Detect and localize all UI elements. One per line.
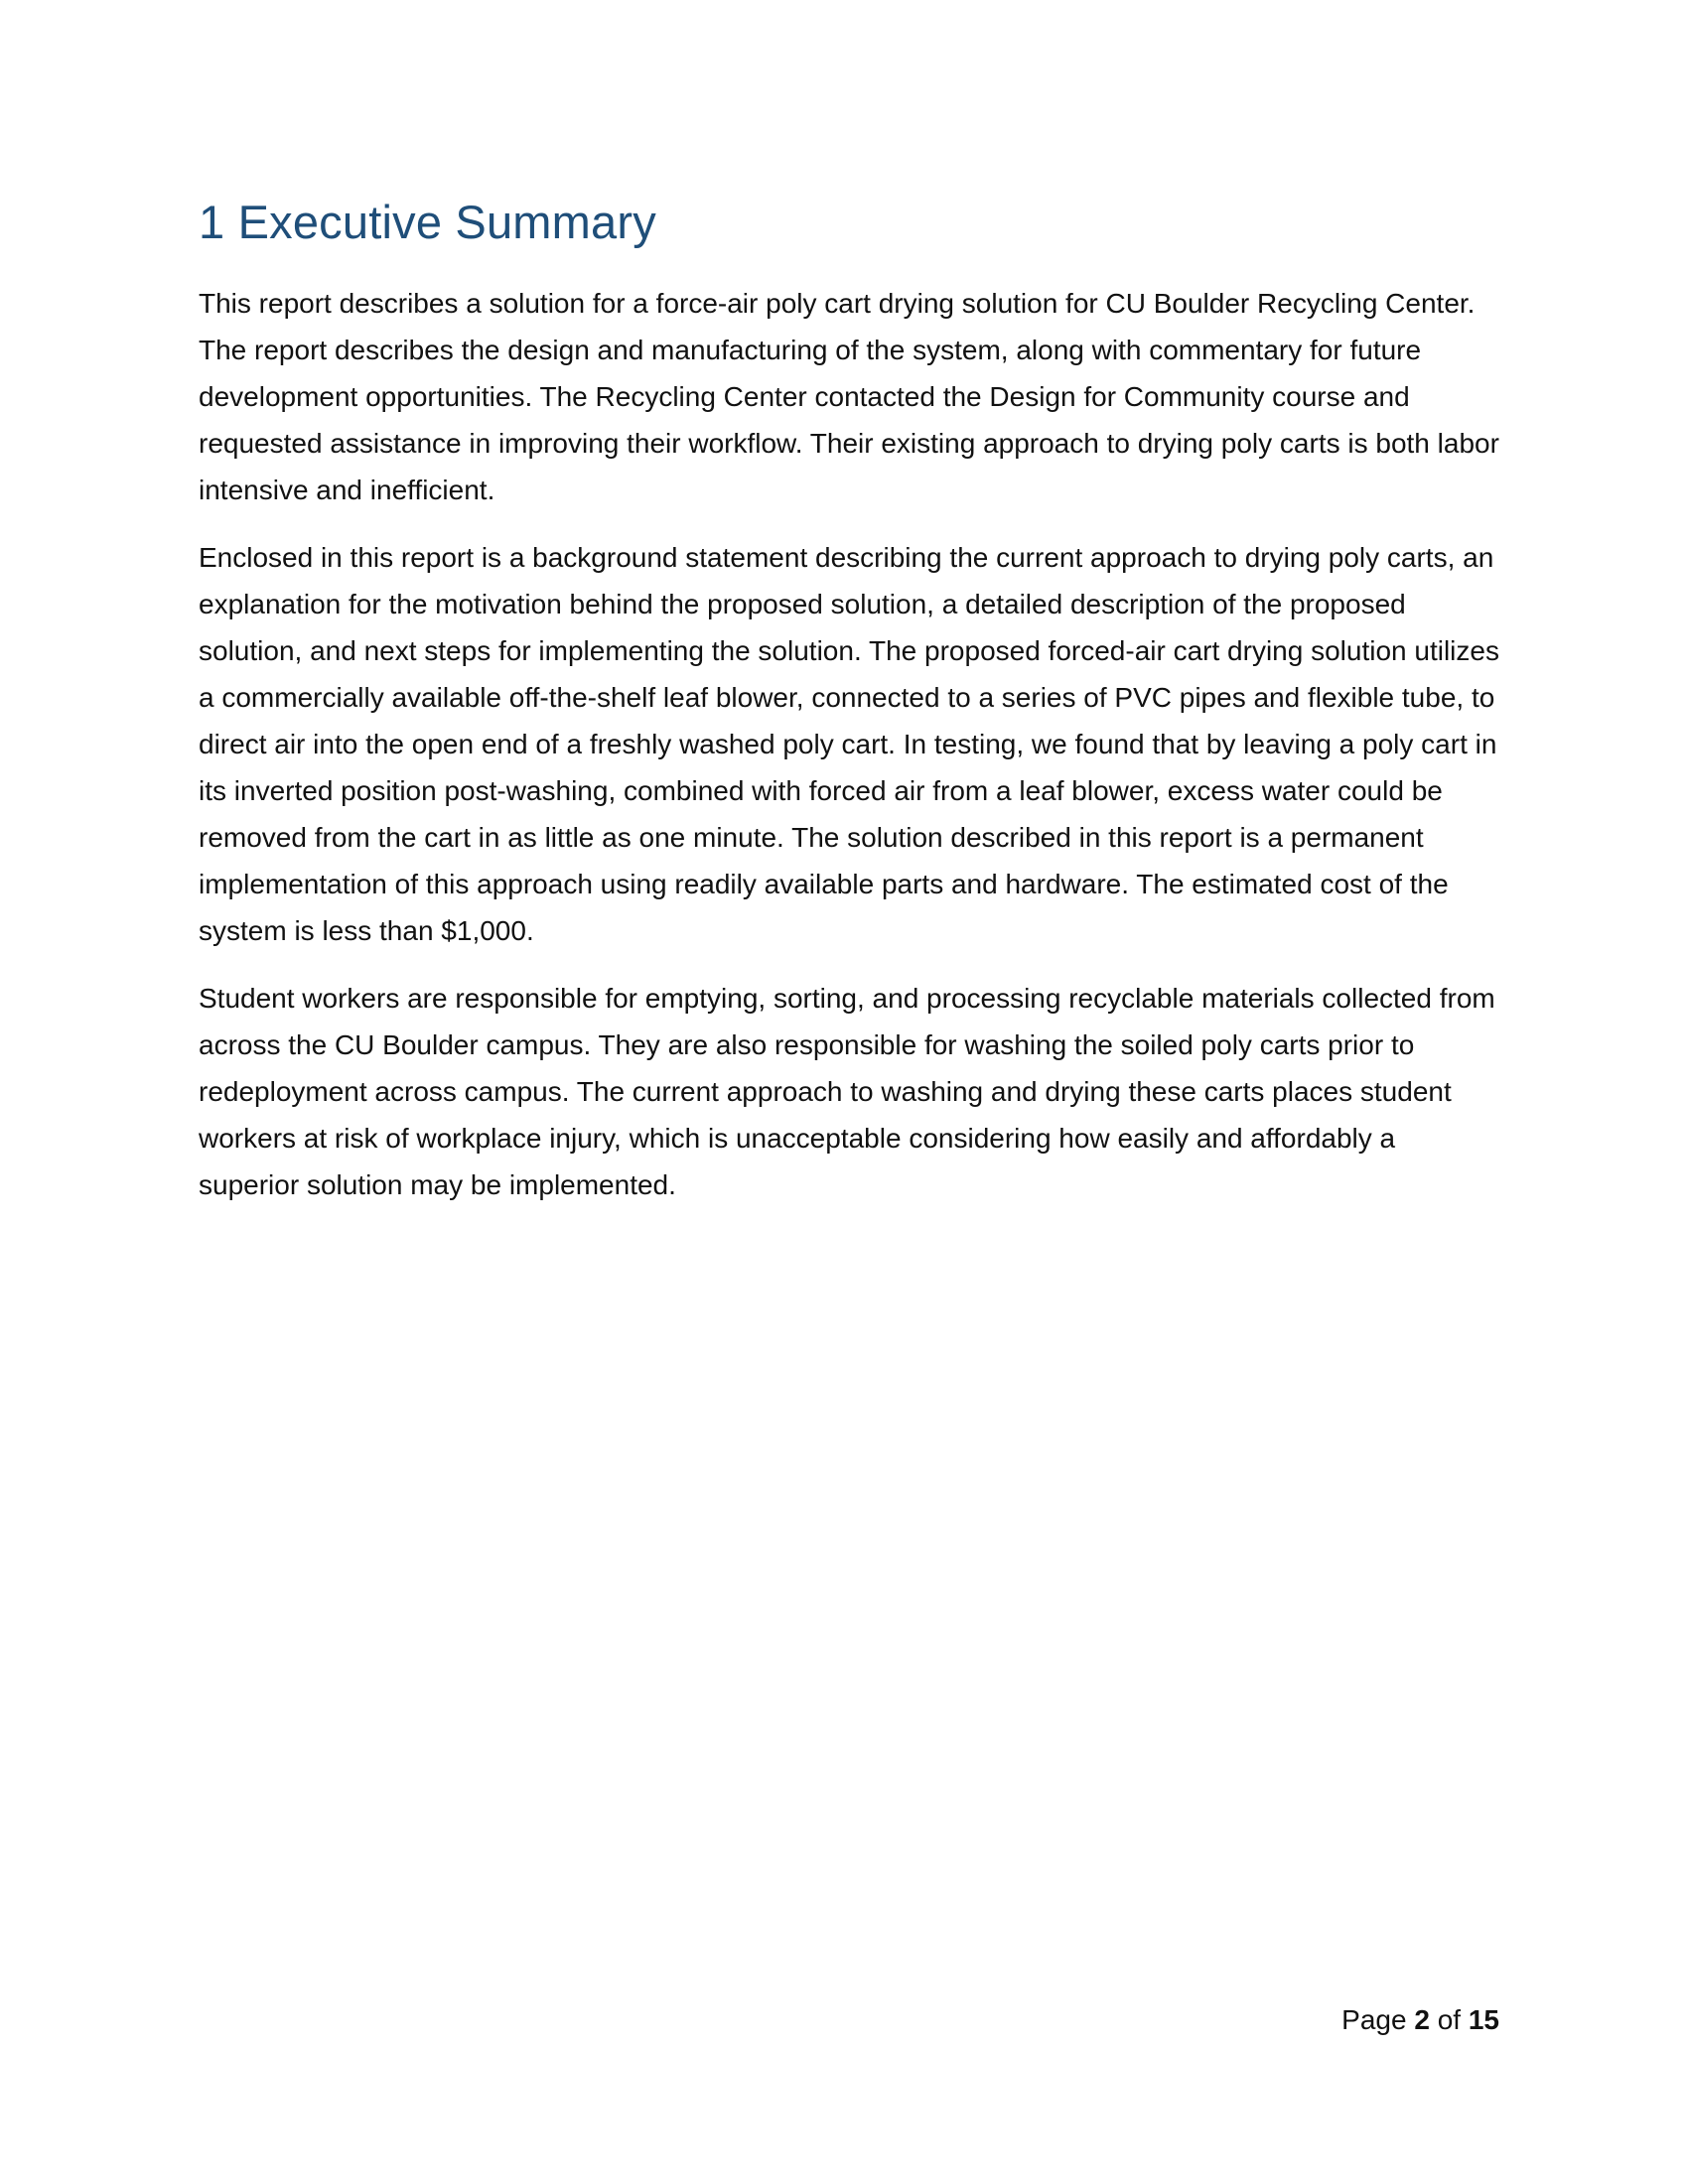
page-of-label: of [1437, 2004, 1462, 2035]
page-footer [1341, 2000, 1499, 2040]
paragraph-enclosed: Enclosed in this report is a background statement describing the current approach to drying poly carts, an explanation for the motivation behind the proposed solution, a detailed description of the proposed solution, and next steps for implementing the solution. The proposed forced-air cart drying solution utilizes a commercially available off-the-shelf leaf blower, connected to a series of PVC pipes and flexible tube, to direct air into the open end of a freshly washed poly cart. In testing, we found that by leaving a poly cart in its inverted position post-washing, combined with forced air from a leaf blower, excess water could be removed from the cart in as little as one minute. The solution described in this report is a permanent implementation of this approach using readily available parts and hardware. The estimated cost of the system is less than $1,000. [199, 541, 1499, 946]
page-label: Page [1341, 2004, 1407, 2035]
paragraph-student-workers: Student workers are responsible for emptying, sorting, and processing recyclable materials collected from across the CU Boulder campus. They are also responsible for washing the soiled poly carts prior to redeployment across campus. The current approach to washing and drying these carts places student workers at risk of workplace injury, which is unacceptable considering how easily and affordably a superior solution may be implemented. [199, 982, 1495, 1200]
current-page-number: 2 [1414, 2004, 1430, 2035]
page-content [199, 197, 1499, 1229]
section-heading: 1 Executive Summary [199, 196, 656, 248]
paragraph-intro: This report describes a solution for a force-air poly cart drying solution for CU Boulder Recycling Center. The report describes the design and manufacturing of the system, along with commentary for future development opportunities. The Recycling Center contacted the Design for Community course and requested assistance in improving their workflow. Their existing approach to drying poly carts is both labor intensive and inefficient. [199, 287, 1499, 505]
total-page-count: 15 [1468, 2004, 1499, 2035]
